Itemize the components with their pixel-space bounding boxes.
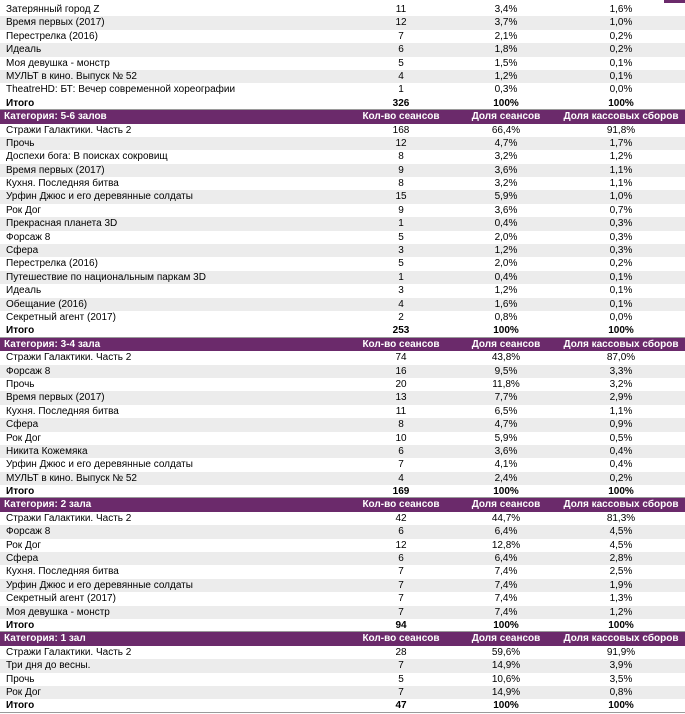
- category-header-row: [0, 632, 685, 645]
- film-title-cell: Путешествие по национальным паркам 3D: [6, 271, 206, 283]
- film-title-cell: Сфера: [6, 245, 39, 257]
- film-title-cell: Моя девушка - монстр: [6, 57, 110, 69]
- film-title-cell: Рок Дог: [6, 432, 42, 444]
- film-title-cell: Обещание (2016): [6, 298, 88, 310]
- table-row: [0, 217, 685, 230]
- sessions-count-cell: 7: [398, 660, 404, 672]
- sessions-count-cell: 4: [398, 298, 404, 310]
- sessions-count-cell: 1: [398, 271, 404, 283]
- table-row: [0, 57, 685, 70]
- sessions-share-cell: 3,2%: [494, 151, 518, 163]
- sessions-count-cell: 3: [398, 245, 404, 257]
- sessions-share-cell: 43,8%: [491, 352, 521, 364]
- sessions-count-cell: 7: [398, 686, 404, 698]
- table-row: [0, 592, 685, 605]
- box-office-share-cell: 100%: [608, 619, 634, 631]
- box-office-share-cell: 0,0%: [609, 311, 633, 323]
- table-row: [0, 271, 685, 284]
- sessions-share-cell: 44,7%: [491, 512, 521, 524]
- sessions-count-cell: 2: [398, 311, 404, 323]
- table-row: [0, 565, 685, 578]
- film-title-cell: Кухня. Последняя битва: [6, 178, 119, 190]
- sessions-count-cell: 8: [398, 151, 404, 163]
- category-header-row: [0, 110, 685, 123]
- box-office-share-cell: 81,3%: [606, 512, 636, 524]
- column-header-share-sessions: Доля сеансов: [471, 499, 541, 511]
- film-title-cell: Прочь: [6, 673, 35, 685]
- sessions-count-cell: 7: [398, 593, 404, 605]
- sessions-share-cell: 0,3%: [494, 84, 518, 96]
- film-title-cell: Стражи Галактики. Часть 2: [6, 512, 132, 524]
- film-title-cell: Урфин Джюс и его деревянные солдаты: [6, 459, 193, 471]
- film-title-cell: TheatreHD: БТ: Вечер современной хореографии: [6, 84, 236, 96]
- table-row: [0, 204, 685, 217]
- table-row: [0, 30, 685, 43]
- film-title-cell: Рок Дог: [6, 204, 42, 216]
- sessions-share-cell: 1,5%: [494, 57, 518, 69]
- table-row: [0, 418, 685, 431]
- table-row: [0, 512, 685, 525]
- box-office-share-cell: 0,7%: [609, 204, 633, 216]
- sessions-count-cell: 20: [395, 378, 407, 390]
- sessions-share-cell: 6,4%: [494, 553, 518, 565]
- box-office-share-cell: 0,1%: [609, 57, 633, 69]
- table-row: [0, 244, 685, 257]
- film-title-cell: Стражи Галактики. Часть 2: [6, 352, 132, 364]
- film-title-cell: Идеаль: [6, 285, 42, 297]
- film-title-cell: МУЛЬТ в кино. Выпуск № 52: [6, 472, 137, 484]
- table-row: [0, 606, 685, 619]
- table-row: [0, 257, 685, 270]
- sessions-share-cell: 9,5%: [494, 365, 518, 377]
- sessions-count-cell: 168: [392, 124, 410, 136]
- sessions-share-cell: 3,6%: [494, 164, 518, 176]
- box-office-share-cell: 0,1%: [609, 70, 633, 82]
- box-office-share-cell: 0,2%: [609, 258, 633, 270]
- box-office-share-cell: 1,6%: [609, 4, 633, 15]
- table-row: [0, 231, 685, 244]
- table-row: [0, 190, 685, 203]
- box-office-share-cell: 3,5%: [609, 673, 633, 685]
- box-office-share-cell: 0,2%: [609, 30, 633, 42]
- box-office-share-cell: 1,3%: [609, 593, 633, 605]
- film-title-cell: Сфера: [6, 553, 39, 565]
- column-header-share-sessions: Доля сеансов: [471, 111, 541, 123]
- sessions-count-cell: 12: [395, 137, 407, 149]
- table-row: [0, 83, 685, 96]
- table-row: [0, 686, 685, 699]
- sessions-share-cell: 2,0%: [494, 258, 518, 270]
- film-title-cell: Урфин Джюс и его деревянные солдаты: [6, 191, 193, 203]
- box-office-share-cell: 0,9%: [609, 419, 633, 431]
- sessions-count-cell: 6: [398, 445, 404, 457]
- film-title-cell: Доспехи бога: В поисках сокровищ: [6, 151, 168, 163]
- sessions-count-cell: 4: [398, 472, 404, 484]
- box-office-share-cell: 87,0%: [606, 352, 636, 364]
- table-row: [0, 43, 685, 56]
- box-office-share-cell: 100%: [608, 97, 634, 109]
- box-office-share-cell: 0,3%: [609, 245, 633, 257]
- film-title-cell: Форсаж 8: [6, 526, 51, 538]
- box-office-share-cell: 1,0%: [609, 17, 633, 29]
- sessions-count-cell: 12: [395, 539, 407, 551]
- box-office-share-cell: 0,5%: [609, 432, 633, 444]
- sessions-count-cell: 5: [398, 258, 404, 270]
- table-row: [0, 552, 685, 565]
- table-row: [0, 137, 685, 150]
- sessions-count-cell: 5: [398, 231, 404, 243]
- sessions-share-cell: 100%: [493, 97, 519, 109]
- table-row: [0, 525, 685, 538]
- category-title: Категория: 2 зала: [4, 499, 92, 511]
- sessions-count-cell: 12: [395, 17, 407, 29]
- box-office-share-cell: 0,1%: [609, 271, 633, 283]
- sessions-count-cell: 9: [398, 164, 404, 176]
- sessions-share-cell: 7,4%: [494, 579, 518, 591]
- sessions-count-cell: 9: [398, 204, 404, 216]
- sessions-count-cell: 7: [398, 579, 404, 591]
- sessions-share-cell: 4,1%: [494, 459, 518, 471]
- box-office-share-cell: 100%: [608, 486, 634, 498]
- sessions-count-cell: 7: [398, 30, 404, 42]
- table-row: [0, 3, 685, 16]
- box-office-share-cell: 0,1%: [609, 285, 633, 297]
- total-row: [0, 485, 685, 498]
- sessions-count-cell: 42: [395, 512, 407, 524]
- sessions-count-cell: 74: [395, 352, 407, 364]
- sessions-count-cell: 28: [395, 646, 407, 658]
- sessions-share-cell: 6,5%: [494, 405, 518, 417]
- table-row: [0, 150, 685, 163]
- sessions-share-cell: 5,9%: [494, 191, 518, 203]
- box-office-share-cell: 2,9%: [609, 392, 633, 404]
- table-row: [0, 16, 685, 29]
- table-body: [0, 3, 685, 713]
- table-row: [0, 472, 685, 485]
- box-office-share-cell: 0,2%: [609, 472, 633, 484]
- sessions-count-cell: 6: [398, 44, 404, 56]
- sessions-share-cell: 2,0%: [494, 231, 518, 243]
- sessions-share-cell: 59,6%: [491, 646, 521, 658]
- sessions-share-cell: 3,2%: [494, 178, 518, 190]
- column-header-share-sessions: Доля сеансов: [471, 338, 541, 350]
- table-row: [0, 673, 685, 686]
- box-office-share-cell: 2,8%: [609, 553, 633, 565]
- column-header-sessions: Кол-во сеансов: [362, 338, 440, 350]
- sessions-count-cell: 169: [392, 486, 410, 498]
- box-office-share-cell: 100%: [608, 325, 634, 337]
- box-office-share-cell: 0,2%: [609, 44, 633, 56]
- sessions-share-cell: 7,4%: [494, 566, 518, 578]
- table-row: [0, 391, 685, 404]
- column-header-sessions: Кол-во сеансов: [362, 499, 440, 511]
- sessions-count-cell: 47: [395, 700, 407, 712]
- table-row: [0, 378, 685, 391]
- category-title: Категория: 1 зал: [4, 633, 86, 645]
- category-title: Категория: 5-6 залов: [4, 111, 107, 123]
- box-office-share-cell: 3,2%: [609, 378, 633, 390]
- sessions-share-cell: 4,7%: [494, 419, 518, 431]
- film-title-cell: Стражи Галактики. Часть 2: [6, 646, 132, 658]
- box-office-share-cell: 100%: [608, 700, 634, 712]
- film-title-cell: МУЛЬТ в кино. Выпуск № 52: [6, 70, 137, 82]
- table-row: [0, 70, 685, 83]
- box-office-share-cell: 0,4%: [609, 459, 633, 471]
- film-title-cell: Кухня. Последняя битва: [6, 405, 119, 417]
- box-office-share-cell: 0,3%: [609, 218, 633, 230]
- column-header-share-box: Доля кассовых сборов: [563, 338, 679, 350]
- sessions-count-cell: 7: [398, 459, 404, 471]
- table-row: [0, 351, 685, 364]
- film-title-cell: Перестрелка (2016): [6, 258, 98, 270]
- box-office-share-cell: 3,9%: [609, 660, 633, 672]
- film-title-cell: Сфера: [6, 419, 39, 431]
- sessions-share-cell: 2,1%: [494, 30, 518, 42]
- film-title-cell: Секретный агент (2017): [6, 311, 116, 323]
- sessions-share-cell: 4,7%: [494, 137, 518, 149]
- sessions-share-cell: 3,6%: [494, 204, 518, 216]
- box-office-share-cell: 1,7%: [609, 137, 633, 149]
- column-header-share-box: Доля кассовых сборов: [563, 633, 679, 645]
- category-title: Категория: 3-4 зала: [4, 338, 101, 350]
- sessions-count-cell: 326: [392, 97, 410, 109]
- sessions-share-cell: 3,7%: [494, 17, 518, 29]
- sessions-share-cell: 3,6%: [494, 445, 518, 457]
- sessions-count-cell: 5: [398, 57, 404, 69]
- column-header-share-box: Доля кассовых сборов: [563, 111, 679, 123]
- sessions-share-cell: 100%: [493, 486, 519, 498]
- film-title-cell: Прочь: [6, 378, 35, 390]
- film-title-cell: Рок Дог: [6, 686, 42, 698]
- table-row: [0, 458, 685, 471]
- box-office-share-cell: 0,4%: [609, 445, 633, 457]
- box-office-share-cell: 1,2%: [609, 151, 633, 163]
- film-title-cell: Секретный агент (2017): [6, 593, 116, 605]
- film-title-cell: Итого: [6, 700, 35, 712]
- box-office-share-cell: 2,5%: [609, 566, 633, 578]
- box-office-share-cell: 0,8%: [609, 686, 633, 698]
- box-office-share-cell: 3,3%: [609, 365, 633, 377]
- box-office-share-cell: 91,8%: [606, 124, 636, 136]
- sessions-count-cell: 3: [398, 285, 404, 297]
- sessions-count-cell: 1: [398, 218, 404, 230]
- sessions-share-cell: 10,6%: [491, 673, 521, 685]
- sessions-share-cell: 1,2%: [494, 245, 518, 257]
- total-row: [0, 324, 685, 337]
- sessions-count-cell: 253: [392, 325, 410, 337]
- film-title-cell: Итого: [6, 97, 35, 109]
- sessions-share-cell: 5,9%: [494, 432, 518, 444]
- box-office-share-cell: 1,9%: [609, 579, 633, 591]
- table-row: [0, 405, 685, 418]
- box-office-share-cell: 0,3%: [609, 231, 633, 243]
- table-row: [0, 432, 685, 445]
- sessions-share-cell: 1,2%: [494, 285, 518, 297]
- sessions-share-cell: 6,4%: [494, 526, 518, 538]
- table-row: [0, 164, 685, 177]
- box-office-share-cell: 91,9%: [606, 646, 636, 658]
- box-office-share-cell: 0,1%: [609, 298, 633, 310]
- sessions-share-cell: 1,6%: [494, 298, 518, 310]
- film-title-cell: Стражи Галактики. Часть 2: [6, 124, 132, 136]
- box-office-share-cell: 1,1%: [609, 405, 633, 417]
- column-header-share-box: Доля кассовых сборов: [563, 499, 679, 511]
- box-office-share-cell: 1,0%: [609, 191, 633, 203]
- box-office-share-cell: 1,1%: [609, 178, 633, 190]
- table-row: [0, 177, 685, 190]
- film-title-cell: Три дня до весны.: [6, 660, 91, 672]
- sessions-share-cell: 100%: [493, 325, 519, 337]
- sessions-share-cell: 11,8%: [492, 378, 520, 390]
- box-office-share-cell: 4,5%: [609, 539, 633, 551]
- sessions-share-cell: 7,7%: [494, 392, 518, 404]
- column-header-share-sessions: Доля сеансов: [471, 633, 541, 645]
- sessions-count-cell: 6: [398, 553, 404, 565]
- sessions-share-cell: 1,2%: [494, 70, 518, 82]
- film-title-cell: Рок Дог: [6, 539, 42, 551]
- sessions-count-cell: 4: [398, 70, 404, 82]
- table-row: [0, 659, 685, 672]
- film-title-cell: Урфин Джюс и его деревянные солдаты: [6, 579, 193, 591]
- sessions-share-cell: 3,4%: [494, 4, 518, 15]
- sessions-count-cell: 7: [398, 606, 404, 618]
- table-row: [0, 284, 685, 297]
- film-title-cell: Идеаль: [6, 44, 42, 56]
- sessions-share-cell: 100%: [493, 700, 519, 712]
- film-title-cell: Время первых (2017): [6, 17, 105, 29]
- sessions-share-cell: 0,8%: [494, 311, 518, 323]
- table-row: [0, 445, 685, 458]
- column-header-sessions: Кол-во сеансов: [362, 633, 440, 645]
- box-office-share-cell: 1,2%: [609, 606, 633, 618]
- film-title-cell: Прочь: [6, 137, 35, 149]
- table-row: [0, 579, 685, 592]
- sessions-share-cell: 1,8%: [494, 44, 518, 56]
- film-title-cell: Итого: [6, 486, 35, 498]
- box-office-share-cell: 1,1%: [609, 164, 633, 176]
- film-title-cell: Итого: [6, 325, 35, 337]
- film-title-cell: Время первых (2017): [6, 164, 105, 176]
- category-header-row: [0, 498, 685, 511]
- table-row: [0, 365, 685, 378]
- sessions-count-cell: 16: [395, 365, 407, 377]
- total-row: [0, 97, 685, 110]
- sessions-share-cell: 2,4%: [494, 472, 518, 484]
- total-row: [0, 699, 685, 712]
- sessions-count-cell: 15: [395, 191, 407, 203]
- sessions-count-cell: 8: [398, 178, 404, 190]
- table-row: [0, 124, 685, 137]
- film-title-cell: Прекрасная планета 3D: [6, 218, 118, 230]
- table-row: [0, 311, 685, 324]
- sessions-share-cell: 0,4%: [494, 271, 518, 283]
- sessions-count-cell: 5: [398, 673, 404, 685]
- film-title-cell: Затерянный город Z: [6, 4, 100, 15]
- category-header-row: [0, 338, 685, 351]
- sessions-share-cell: 12,8%: [491, 539, 521, 551]
- film-title-cell: Форсаж 8: [6, 365, 51, 377]
- sessions-share-cell: 100%: [493, 619, 519, 631]
- sessions-count-cell: 8: [398, 419, 404, 431]
- sessions-count-cell: 94: [395, 619, 407, 631]
- sessions-share-cell: 7,4%: [494, 593, 518, 605]
- sessions-share-cell: 14,9%: [491, 660, 521, 672]
- box-office-share-cell: 4,5%: [609, 526, 633, 538]
- table-row: [0, 646, 685, 659]
- sessions-count-cell: 11: [395, 4, 407, 15]
- film-title-cell: Перестрелка (2016): [6, 30, 98, 42]
- film-title-cell: Кухня. Последняя битва: [6, 566, 119, 578]
- film-title-cell: Форсаж 8: [6, 231, 51, 243]
- film-title-cell: Итого: [6, 619, 35, 631]
- sessions-count-cell: 10: [395, 432, 407, 444]
- table-row: [0, 298, 685, 311]
- sessions-share-cell: 66,4%: [491, 124, 521, 136]
- sessions-count-cell: 13: [395, 392, 407, 404]
- film-title-cell: Время первых (2017): [6, 392, 105, 404]
- film-title-cell: Никита Кожемяка: [6, 445, 88, 457]
- film-title-cell: Моя девушка - монстр: [6, 606, 110, 618]
- column-header-sessions: Кол-во сеансов: [362, 111, 440, 123]
- box-office-share-cell: 0,0%: [609, 84, 633, 96]
- table-row: [0, 539, 685, 552]
- sessions-count-cell: 1: [398, 84, 404, 96]
- sessions-count-cell: 11: [395, 405, 407, 417]
- sessions-count-cell: 7: [398, 566, 404, 578]
- sessions-count-cell: 6: [398, 526, 404, 538]
- sessions-share-cell: 0,4%: [494, 218, 518, 230]
- sessions-share-cell: 14,9%: [491, 686, 521, 698]
- total-row: [0, 619, 685, 632]
- sessions-share-cell: 7,4%: [494, 606, 518, 618]
